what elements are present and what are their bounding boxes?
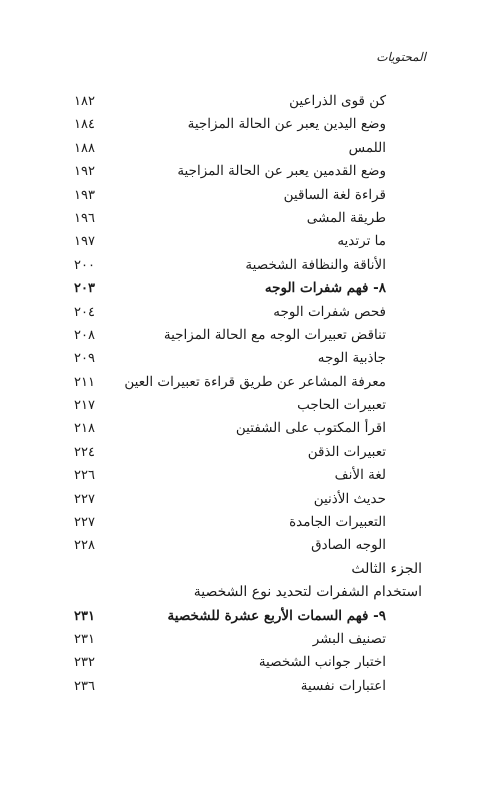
toc-entry bbox=[74, 254, 386, 277]
toc-entry bbox=[74, 301, 386, 324]
toc-entry-page-number: ١٩٧ bbox=[74, 234, 95, 250]
toc-entry-page-number: ١٩٣ bbox=[74, 187, 95, 203]
toc-entry-title: التعبيرات الجامدة bbox=[289, 514, 386, 531]
toc-entry-title: قراءة لغة الساقين bbox=[283, 186, 386, 203]
toc-entry bbox=[74, 90, 386, 113]
toc-entry bbox=[74, 511, 386, 534]
toc-entry-page-number: ٢١٧ bbox=[74, 398, 95, 414]
toc-entry-page-number: ١٩٦ bbox=[74, 210, 95, 226]
toc-entry bbox=[74, 207, 386, 230]
toc-entry-page-number: ٢١٨ bbox=[74, 421, 95, 437]
toc-entry bbox=[74, 488, 386, 511]
toc-entry bbox=[74, 324, 386, 347]
toc-entry-title: حديث الأذنين bbox=[313, 490, 386, 507]
toc-entry bbox=[74, 347, 386, 370]
toc-entry-page-number: ٢٠٣ bbox=[74, 281, 95, 297]
toc-entry-title: تعبيرات الحاجب bbox=[297, 397, 386, 414]
toc-entry-page-number: ١٨٨ bbox=[74, 140, 95, 156]
toc-entry-title: ما ترتديه bbox=[337, 233, 386, 250]
toc-entry-page-number: ٢٢٧ bbox=[74, 515, 95, 531]
toc-entry-page-number: ٢٠٤ bbox=[74, 304, 95, 320]
running-head: المحتويات bbox=[376, 50, 426, 64]
toc-entry-title: اللمس bbox=[348, 139, 386, 156]
chapter-entry bbox=[74, 605, 386, 628]
toc-entry-page-number: ٢٣٦ bbox=[74, 678, 95, 694]
toc-entry-title: اعتبارات نفسية bbox=[300, 677, 386, 694]
toc-entry-title: استخدام الشفرات لتحديد نوع الشخصية bbox=[193, 584, 422, 601]
toc-entry bbox=[74, 160, 386, 183]
toc-entry bbox=[74, 371, 386, 394]
toc-entry bbox=[74, 675, 386, 698]
toc-entry bbox=[74, 184, 386, 207]
toc-entry-title: اختبار جوانب الشخصية bbox=[258, 654, 386, 671]
toc-entry-page-number: ١٩٢ bbox=[74, 164, 95, 180]
table-of-contents bbox=[74, 90, 422, 698]
toc-entry-page-number: ٢٠٩ bbox=[74, 351, 95, 367]
toc-entry-title: الجزء الثالث bbox=[351, 560, 422, 577]
toc-entry-title: جاذبية الوجه bbox=[317, 350, 386, 367]
part-heading bbox=[74, 581, 422, 604]
toc-entry-title: الأناقة والنظافة الشخصية bbox=[245, 256, 386, 273]
toc-entry-title: تناقض تعبيرات الوجه مع الحالة المزاجية bbox=[163, 326, 386, 343]
toc-entry-page-number: ١٨٢ bbox=[74, 94, 95, 109]
toc-entry-page-number: ٢٢٦ bbox=[74, 468, 95, 484]
toc-entry bbox=[74, 464, 386, 487]
toc-entry-title: طريقة المشى bbox=[306, 209, 386, 226]
toc-entry-title: كن قوى الذراعين bbox=[289, 93, 386, 109]
toc-entry-title: فحص شفرات الوجه bbox=[273, 303, 386, 320]
toc-entry-page-number: ١٨٤ bbox=[74, 117, 95, 133]
part-heading bbox=[74, 558, 422, 581]
toc-entry-page-number: ٢٣٢ bbox=[74, 655, 95, 671]
toc-entry bbox=[74, 417, 386, 440]
toc-entry bbox=[74, 113, 386, 136]
toc-entry-title: تصنيف البشر bbox=[312, 630, 386, 647]
toc-entry-title: ٩- فهم السمات الأربع عشرة للشخصية bbox=[167, 607, 386, 624]
toc-entry-title: اقرأ المكتوب على الشفتين bbox=[235, 420, 386, 437]
toc-entry-page-number: ٢٢٨ bbox=[74, 538, 95, 554]
toc-entry bbox=[74, 534, 386, 557]
toc-entry-title: تعبيرات الذقن bbox=[307, 443, 386, 460]
toc-entry bbox=[74, 230, 386, 253]
toc-entry-title: معرفة المشاعر عن طريق قراءة تعبيرات العين bbox=[124, 373, 386, 390]
toc-entry bbox=[74, 441, 386, 464]
toc-entry-page-number: ٢٠٨ bbox=[74, 327, 95, 343]
toc-entry bbox=[74, 394, 386, 417]
toc-entry-page-number: ٢٣١ bbox=[74, 631, 95, 647]
toc-entry-title: لغة الأنف bbox=[334, 467, 386, 484]
toc-entry-title: وضع اليدين يعبر عن الحالة المزاجية bbox=[187, 116, 386, 133]
toc-entry-page-number: ٢٠٠ bbox=[74, 257, 95, 273]
toc-entry-page-number: ٢٢٤ bbox=[74, 444, 95, 460]
toc-entry bbox=[74, 651, 386, 674]
toc-entry-title: الوجه الصادق bbox=[311, 537, 386, 554]
toc-entry-title: وضع القدمين يعبر عن الحالة المزاجية bbox=[177, 163, 386, 180]
toc-entry-page-number: ٢٢٧ bbox=[74, 491, 95, 507]
toc-entry-page-number: ٢٣١ bbox=[74, 608, 95, 624]
toc-entry-page-number: ٢١١ bbox=[74, 374, 95, 390]
toc-entry bbox=[74, 628, 386, 651]
chapter-entry bbox=[74, 277, 386, 300]
toc-entry bbox=[74, 137, 386, 160]
toc-entry-title: ٨- فهم شفرات الوجه bbox=[264, 280, 386, 297]
